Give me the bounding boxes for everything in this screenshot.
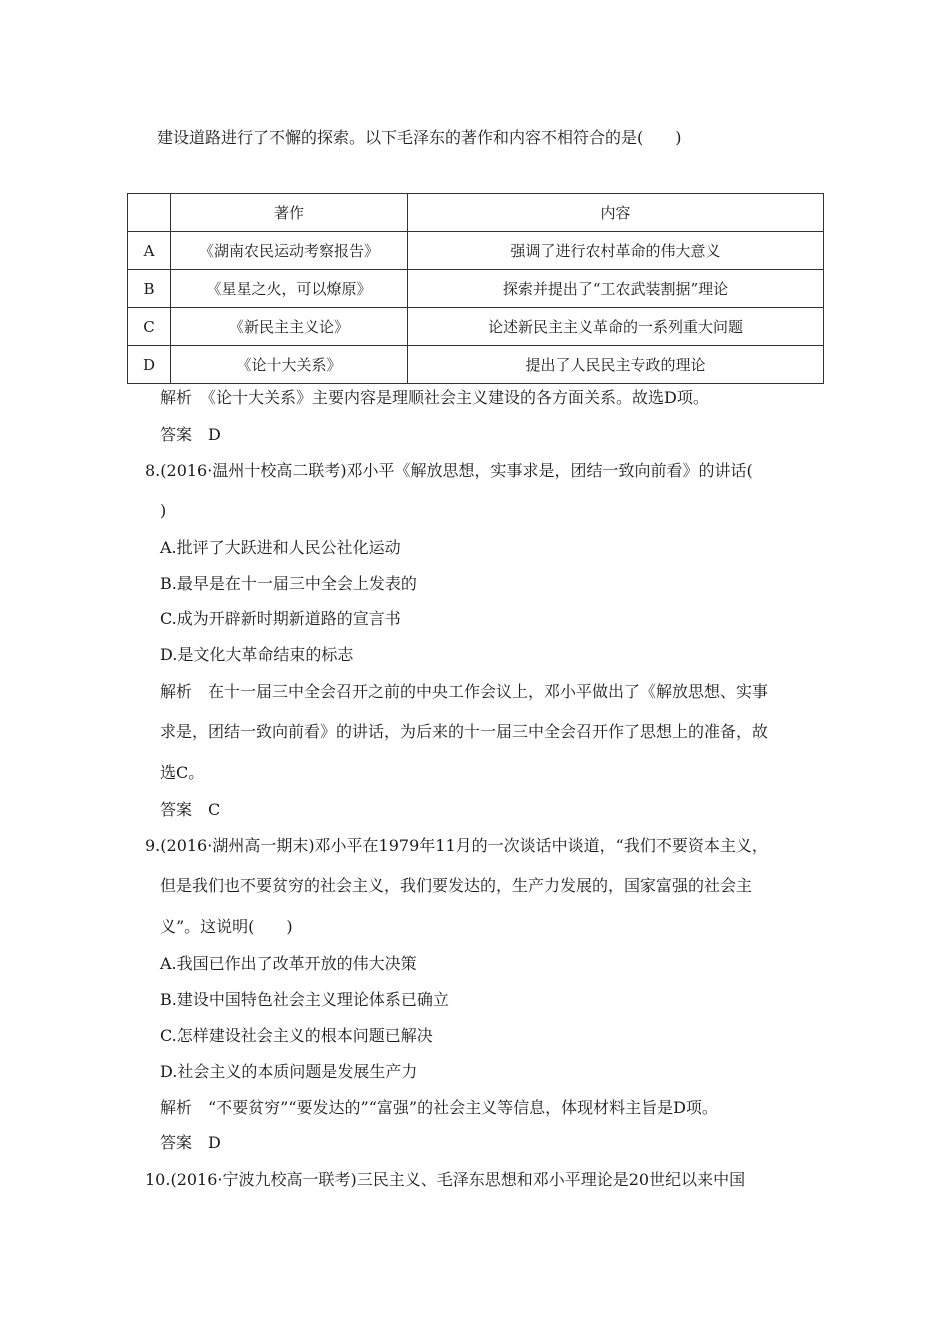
q8-analysis-line-3: 选C。 [160, 763, 205, 782]
row-work: 《新民主主义论》 [171, 308, 408, 346]
q8-answer: 答案 C [160, 800, 221, 819]
row-work: 《湖南农民运动考察报告》 [171, 232, 408, 270]
row-letter: A [128, 232, 171, 270]
table-row [128, 270, 824, 308]
row-content: 强调了进行农村革命的伟大意义 [408, 232, 824, 270]
q10-stem-line-1: 10.(2016·宁波九校高一联考)三民主义、毛泽东思想和邓小平理论是20世纪以来中国 [145, 1170, 746, 1189]
q9-option-b: B.建设中国特色社会主义理论体系已确立 [160, 990, 449, 1009]
row-work: 《星星之火，可以燎原》 [171, 270, 408, 308]
q9-stem-line-1: 9.(2016·湖州高一期末)邓小平在1979年11月的一次谈话中谈道，“我们不要资本主义， [145, 836, 768, 855]
q7-answer: 答案 D [160, 425, 221, 444]
q8-analysis-line-2: 求是，团结一致向前看》的讲话，为后来的十一届三中全会召开作了思想上的准备，故 [160, 722, 769, 741]
q8-option-a: A.批评了大跃进和人民公社化运动 [160, 538, 401, 557]
table-header-row [128, 194, 824, 232]
row-work: 《论十大关系》 [171, 346, 408, 384]
q9-analysis: 解析 “不要贫穷”“要发达的”“富强”的社会主义等信息，体现材料主旨是D项。 [160, 1098, 718, 1117]
table-header-content: 内容 [408, 194, 824, 232]
q8-stem-line-1: 8.(2016·温州十校高二联考)邓小平《解放思想，实事求是，团结一致向前看》的讲话( [145, 461, 753, 480]
table-header-blank [128, 194, 171, 232]
row-letter: C [128, 308, 171, 346]
question-7-stem-continuation: 建设道路进行了不懈的探索。以下毛泽东的著作和内容不相符合的是( ) [157, 128, 682, 147]
q8-analysis-line-1: 解析 在十一届三中全会召开之前的中央工作会议上，邓小平做出了《解放思想、实事 [160, 682, 769, 701]
q9-answer: 答案 D [160, 1133, 221, 1152]
row-content: 提出了人民民主专政的理论 [408, 346, 824, 384]
row-content: 论述新民主主义革命的一系列重大问题 [408, 308, 824, 346]
q9-option-c: C.怎样建设社会主义的根本问题已解决 [160, 1026, 433, 1045]
q7-analysis: 解析 《论十大关系》主要内容是理顺社会主义建设的各方面关系。故选D项。 [160, 388, 709, 407]
q9-option-a: A.我国已作出了改革开放的伟大决策 [160, 954, 417, 973]
row-letter: B [128, 270, 171, 308]
row-letter: D [128, 346, 171, 384]
q8-option-b: B.最早是在十一届三中全会上发表的 [160, 574, 417, 593]
row-content: 探索并提出了“工农武装割据”理论 [408, 270, 824, 308]
q8-option-c: C.成为开辟新时期新道路的宣言书 [160, 609, 401, 628]
q9-stem-line-2: 但是我们也不要贫穷的社会主义，我们要发达的，生产力发展的，国家富强的社会主 [160, 876, 753, 895]
table-header-work: 著作 [171, 194, 408, 232]
table-row [128, 346, 824, 384]
q9-stem-line-3: 义”。这说明( ) [160, 917, 293, 936]
q9-option-d: D.社会主义的本质问题是发展生产力 [160, 1062, 418, 1081]
works-content-table [127, 193, 824, 384]
table-row [128, 232, 824, 270]
q8-option-d: D.是文化大革命结束的标志 [160, 645, 354, 664]
q8-stem-line-2: ) [160, 501, 167, 520]
table-row [128, 308, 824, 346]
